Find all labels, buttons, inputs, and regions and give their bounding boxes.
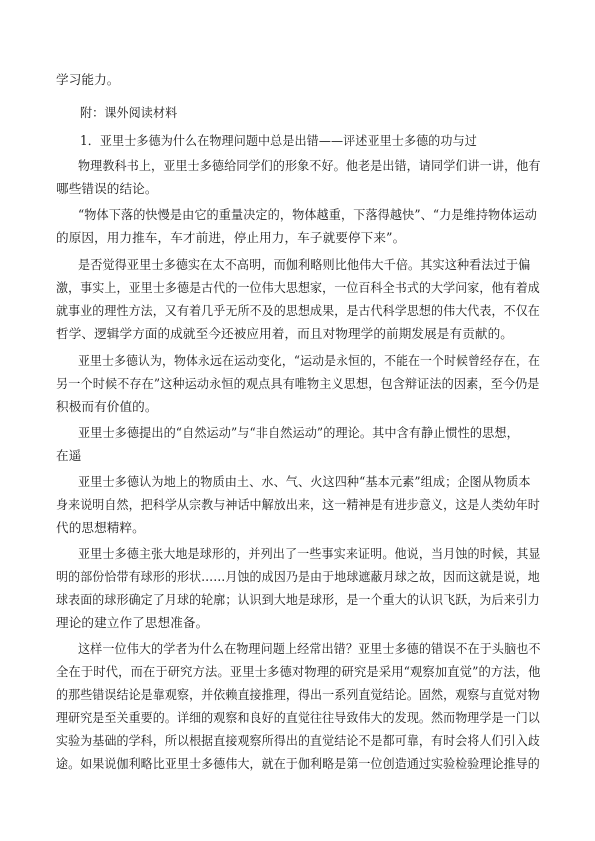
paragraph-line: 的那些错误结论是靠观察，并依赖直接推理，得出一系列直觉结论。固然，观察与直觉对物 bbox=[56, 687, 540, 702]
paragraph-line: 另一个时候不存在”这种运动永恒的观点具有唯物主义思想，包含辩证法的因素，至今仍是 bbox=[56, 376, 540, 391]
paragraph-line: 就事业的理性方法，又有着几乎无所不及的思想成果，是古代科学思想的伟大代表，不仅在 bbox=[56, 303, 540, 318]
paragraph-line: 途。如果说伽利略比亚里士多德伟大，就在于伽利略是第一位创造通过实验检验理论推导的 bbox=[56, 756, 540, 771]
paragraph-line: 亚里士多德主张大地是球形的，并列出了一些事实来证明。他说，当月蚀的时候，其显 bbox=[78, 546, 541, 561]
paragraph-line: 代的思想精粹。 bbox=[56, 520, 145, 535]
paragraph-line: 理论的建立作了思想准备。 bbox=[56, 615, 209, 630]
paragraph-line: 亚里士多德认为，物体永远在运动变化，“运动是永恒的，不能在一个时候曾经存在，在 bbox=[78, 353, 541, 368]
paragraph-line: 理研究是至关重要的。详细的观察和良好的直觉往往导致伟大的发现。然而物理学是一门以 bbox=[56, 710, 540, 725]
paragraph-line: 这样一位伟大的学者为什么在物理问题上经常出错？亚里士多德的错误不在于头脑也不 bbox=[78, 641, 541, 656]
text-line: 学习能力。 bbox=[56, 72, 120, 87]
paragraph-line: 身来说明自然，把科学从宗教与神话中解放出来，这一精神是有进步意义，这是人类幼年时 bbox=[56, 497, 540, 512]
paragraph-line: 是否觉得亚里士多德实在太不高明，而伽利略则比他伟大千倍。其实这种看法过于偏 bbox=[78, 257, 531, 272]
article-title: 1．亚里士多德为什么在物理问题中总是出错——评述亚里士多德的功与过 bbox=[80, 133, 477, 148]
paragraph-line: 积极而有价值的。 bbox=[56, 399, 158, 414]
section-heading: 附：课外阅读材料 bbox=[80, 105, 178, 120]
paragraph-line: 球表面的球形确定了月球的轮廓；认识到大地是球形，是一个重大的认识飞跃，为后来引力 bbox=[56, 592, 540, 607]
paragraph-line: 全在于时代，而在于研究方法。亚里士多德对物理的研究是采用“观察加直觉”的方法，他 bbox=[56, 664, 541, 679]
paragraph-line: 哪些错误的结论。 bbox=[56, 181, 158, 196]
paragraph-line: 明的部份恰带有球形的形状……月蚀的成因乃是由于地球遮蔽月球之故，因而这就是说，地 bbox=[56, 569, 540, 584]
paragraph-line: 物理教科书上，亚里士多德给同学们的形象不好。他老是出错，请同学们讲一讲，他有 bbox=[78, 158, 541, 173]
paragraph-line: 的原因，用力推车，车才前进，停止用力，车子就要停下来”。 bbox=[56, 230, 406, 245]
paragraph-line: 哲学、逻辑学方面的成就至今还被应用着，而且对物理学的前期发展是有贡献的。 bbox=[56, 326, 513, 341]
paragraph-line: 亚里士多德提出的“自然运动”与“非自然运动”的理论。其中含有静止惯性的思想， bbox=[78, 425, 519, 440]
paragraph-line: 实验为基础的学科，所以根据直接观察所得出的直觉结论不是都可靠，有时会将人们引入歧 bbox=[56, 733, 540, 748]
paragraph-line: 亚里士多德认为地上的物质由土、水、气、火这四种“基本元素”组成；企图从物质本 bbox=[78, 474, 531, 489]
paragraph-line: “物体下落的快慢是由它的重量决定的，物体越重，下落得越快”、“力是维持物体运动 bbox=[78, 207, 537, 222]
paragraph-line: 在遥 bbox=[56, 448, 82, 463]
paragraph-line: 激，事实上，亚里士多德是古代的一位伟大思想家，一位百科全书式的大学问家，他有着成 bbox=[56, 280, 540, 295]
